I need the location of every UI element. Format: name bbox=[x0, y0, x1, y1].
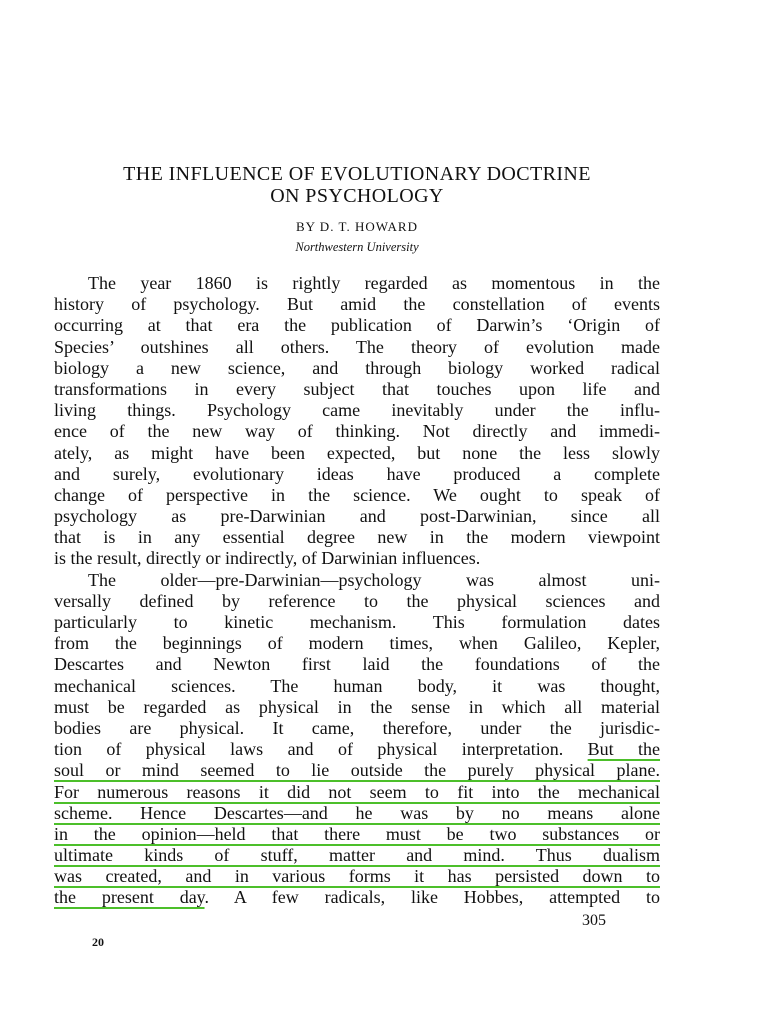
text-line: particularly to kinetic mechanism. This formulation dates bbox=[54, 612, 660, 632]
highlighted-line: scheme. Hence Descartes—and he was by no means alone bbox=[54, 802, 660, 823]
text-line: ately, as might have been expected, but none the less slowly bbox=[54, 442, 660, 463]
text-line: ence of the new way of thinking. Not directly and immedi- bbox=[54, 421, 660, 442]
highlighted-text: But the bbox=[587, 739, 661, 760]
text-line: biology a new science, and through biology worked radical bbox=[54, 357, 660, 378]
text-line: living things. Psychology came inevitably under the influ- bbox=[54, 400, 660, 421]
text-line bbox=[54, 887, 660, 908]
article-body bbox=[54, 273, 660, 909]
highlighted-line: was created, and in various forms it has persisted down to bbox=[54, 866, 660, 887]
text-line: must be regarded as physical in the sense in which all material bbox=[54, 696, 660, 717]
author-affiliation: Northwestern University bbox=[295, 240, 419, 254]
text-segment: tion of physical laws and of physical interpretation. bbox=[54, 739, 588, 760]
text-line: from the beginnings of modern times, when Galileo, Kepler, bbox=[54, 633, 660, 654]
text-line: Descartes and Newton first laid the foundations of the bbox=[54, 654, 660, 675]
text-line: occurring at that era the publication of Darwin’s ‘Origin of bbox=[54, 315, 660, 336]
text-line: bodies are physical. It came, therefore, under the jurisdic- bbox=[54, 717, 660, 738]
highlighted-line: in the opinion—held that there must be two substances or bbox=[54, 823, 660, 844]
highlighted-text: the present day bbox=[54, 887, 205, 908]
text-line: history of psychology. But amid the constellation of events bbox=[54, 294, 660, 315]
highlighted-line: ultimate kinds of stuff, matter and mind. Thus dualism bbox=[54, 845, 660, 866]
signature-mark: 20 bbox=[92, 935, 104, 949]
text-line bbox=[54, 739, 660, 760]
text-line: transformations in every subject that touches upon life and bbox=[54, 378, 660, 399]
title-line-1: THE INFLUENCE OF EVOLUTIONARY DOCTRINE bbox=[123, 163, 591, 185]
highlighted-line: For numerous reasons it did not seem to fit into the mechanical bbox=[54, 781, 660, 802]
text-line: The older—pre-Darwinian—psychology was almost uni- bbox=[88, 569, 660, 590]
text-line: versally defined by reference to the physical sciences and bbox=[54, 590, 660, 611]
text-line: is the result, directly or indirectly, of Darwinian influences. bbox=[54, 548, 481, 569]
author-byline: BY D. T. HOWARD bbox=[295, 219, 418, 234]
text-line: change of perspective in the science. We ought to speak of bbox=[54, 484, 660, 505]
highlighted-line: soul or mind seemed to lie outside the purely physical plane. bbox=[54, 760, 660, 781]
article-title bbox=[54, 163, 660, 207]
page-number: 305 bbox=[582, 912, 606, 929]
text-line: psychology as pre-Darwinian and post-Darwinian, since all bbox=[54, 506, 660, 527]
text-line: mechanical sciences. The human body, it was thought, bbox=[54, 675, 660, 696]
text-line: that is in any essential degree new in the modern viewpoint bbox=[54, 527, 660, 548]
text-line: Species’ outshines all others. The theory of evolution made bbox=[54, 336, 660, 357]
title-line-2: ON PSYCHOLOGY bbox=[270, 185, 444, 207]
text-segment: . A few radicals, like Hobbes, attempted to bbox=[204, 887, 661, 908]
text-line: and surely, evolutionary ideas have produced a complete bbox=[54, 463, 660, 484]
text-line: The year 1860 is rightly regarded as momentous in the bbox=[88, 273, 660, 293]
